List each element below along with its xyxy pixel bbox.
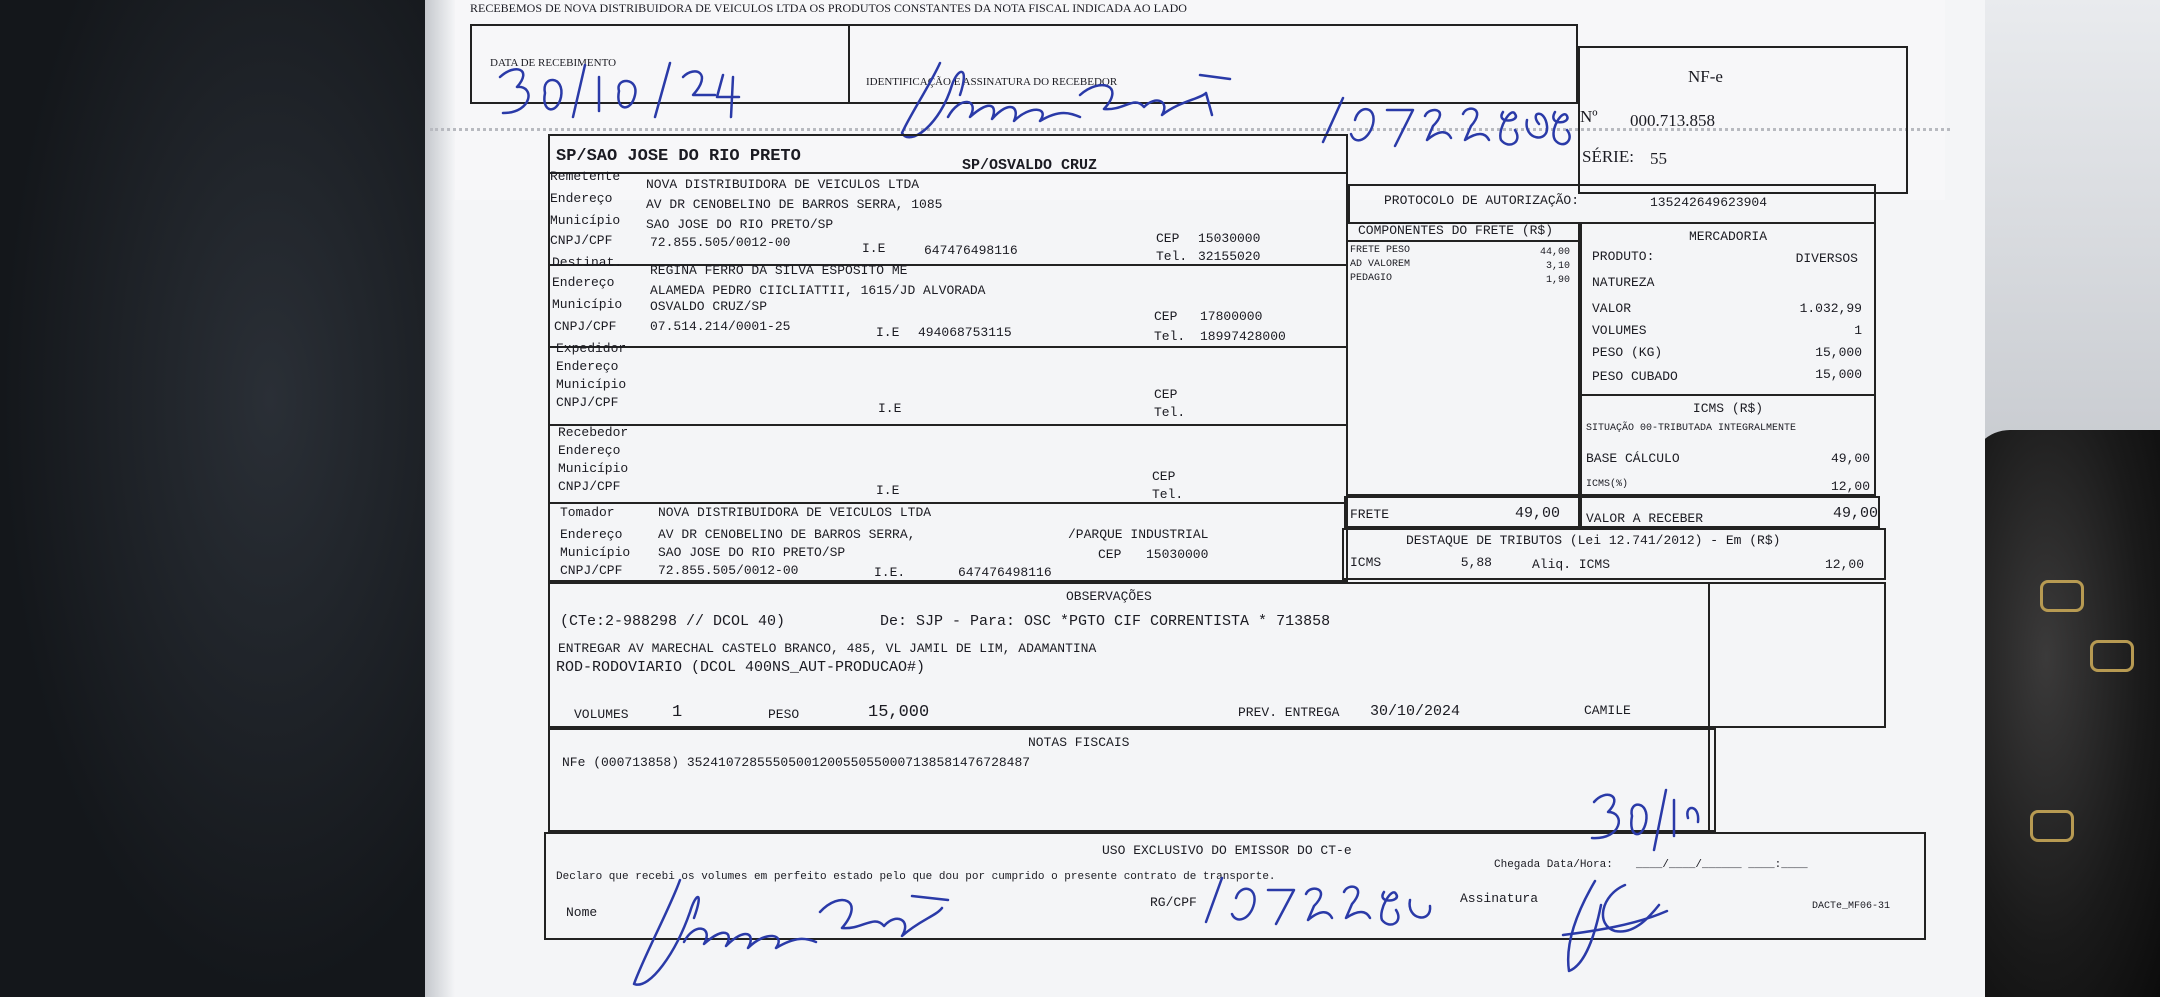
form-code: DACTe_MF06-31	[1812, 901, 1891, 912]
obs-volumes-value: 1	[672, 703, 683, 722]
tributos-icms-value: 5,88	[1460, 555, 1492, 570]
icms-base-value: 49,00	[1830, 451, 1870, 466]
expedidor-label: Expedidor	[556, 341, 627, 356]
valor-receber-value: 49,00	[1832, 505, 1878, 522]
notas-title: NOTAS FISCAIS	[1028, 735, 1130, 750]
handwritten-rg	[1200, 872, 1440, 932]
frete-item-value: 3,10	[1545, 261, 1570, 272]
nome-label: Nome	[566, 905, 598, 920]
expedidor-cnpj-label: CNPJ/CPF	[556, 395, 619, 410]
destinatario-nome: REGINA FERRO DA SILVA ESPOSITO ME	[650, 263, 908, 278]
expedidor-mun-label: Município	[556, 377, 627, 392]
destinatario-mun-label: Município	[552, 297, 623, 312]
frete-item-label: AD VALOREM	[1350, 259, 1411, 270]
produto-value: DIVERSOS	[1795, 251, 1858, 266]
tomador-label: Tomador	[560, 505, 615, 520]
destinatario-municipio: OSVALDO CRUZ/SP	[650, 299, 768, 314]
frete-item-value: 44,00	[1539, 247, 1570, 258]
uso-title: USO EXCLUSIVO DO EMISSOR DO CT-e	[1102, 843, 1352, 858]
stub-header: RECEBEMOS DE NOVA DISTRIBUIDORA DE VEICULOS LTDA OS PRODUTOS CONSTANTES DA NOTA FISCAL INDICADA AO LADO	[470, 1, 1187, 15]
obs-rota: De: SJP - Para: OSC *PGTO CIF CORRENTISTA * 713858	[880, 613, 1331, 630]
data-recebimento-label: DATA DE RECEBIMENTO	[490, 57, 617, 69]
remetente-cep-label: CEP	[1156, 231, 1180, 246]
tomador-end-label: Endereço	[560, 527, 623, 542]
remetente-label: Remetente	[550, 169, 621, 184]
peso-cubado-label: PESO CUBADO	[1592, 369, 1678, 384]
destinatario-ie: 494068753115	[918, 325, 1012, 340]
icms-situacao: SITUAÇÃO 00-TRIBUTADA INTEGRALMENTE	[1586, 423, 1797, 434]
recebedor-cep-label: CEP	[1152, 469, 1176, 484]
icms-base-label: BASE CÁLCULO	[1586, 451, 1680, 466]
handwritten-name	[630, 872, 950, 992]
remetente-ie: 647476498116	[924, 243, 1018, 258]
remetente-municipio: SAO JOSE DO RIO PRETO/SP	[646, 217, 834, 232]
chegada-label: Chegada Data/Hora:	[1494, 859, 1613, 871]
obs-peso-value: 15,000	[868, 703, 930, 722]
obs-entregar: ENTREGAR AV MARECHAL CASTELO BRANCO, 485, VL JAMIL DE LIM, ADAMANTINA	[558, 641, 1097, 656]
bag	[1970, 430, 2160, 997]
recebedor-cnpj-label: CNPJ/CPF	[558, 479, 621, 494]
obs-prev-label: PREV. ENTREGA	[1238, 705, 1340, 720]
mercadoria-title: MERCADORIA	[1688, 229, 1767, 244]
tomador-ie-label: I.E.	[874, 565, 906, 580]
handwritten-delivery-date	[1588, 786, 1698, 860]
obs-prev-value: 30/10/2024	[1370, 703, 1461, 720]
identificacao-label: IDENTIFICAÇÃO E ASSINATURA DO RECEBEDOR	[866, 76, 1118, 88]
expedidor-ie-label: I.E	[878, 401, 902, 416]
obs-cte: (CTe:2-988298 // DCOL 40)	[560, 613, 786, 630]
natureza-label: NATUREZA	[1592, 275, 1655, 290]
obs-volumes-label: VOLUMES	[574, 707, 629, 722]
produto-label: PRODUTO:	[1592, 249, 1655, 264]
obs-peso-label: PESO	[768, 707, 800, 722]
destinatario-end-label: Endereço	[552, 275, 615, 290]
destinatario-cnpj-label: CNPJ/CPF	[554, 319, 617, 334]
notas-line: NFe (000713858) 35241072855505001200550550007138581476728487	[562, 755, 1031, 770]
tomador-municipio: SAO JOSE DO RIO PRETO/SP	[658, 545, 846, 560]
remetente-end-label: Endereço	[550, 191, 613, 206]
observacoes-title: OBSERVAÇÕES	[1066, 589, 1152, 604]
serie-label: SÉRIE:	[1582, 147, 1634, 166]
tomador-nome: NOVA DISTRIBUIDORA DE VEICULOS LTDA	[658, 505, 932, 520]
frete-item-value: 1,90	[1545, 275, 1570, 286]
rg-label: RG/CPF	[1150, 895, 1197, 910]
remetente-endereco: AV DR CENOBELINO DE BARROS SERRA, 1085	[646, 197, 943, 212]
destinatario-endereco: ALAMEDA PEDRO CIICLIATTII, 1615/JD ALVORADA	[650, 283, 986, 298]
remetente-nome: NOVA DISTRIBUIDORA DE VEICULOS LTDA	[646, 177, 920, 192]
tomador-endereco: AV DR CENOBELINO DE BARROS SERRA,	[658, 527, 916, 542]
chegada-blanks: ____/____/______ ____:____	[1636, 859, 1808, 871]
remetente-mun-label: Município	[550, 213, 621, 228]
paper-edge	[425, 0, 455, 997]
notas-box	[548, 728, 1716, 832]
bag-clasp	[2090, 640, 2134, 672]
route-destination: SP/OSVALDO CRUZ	[962, 157, 1098, 174]
destinatario-label: Destinat.	[552, 255, 623, 270]
bag-clasp	[2030, 810, 2074, 842]
tomador-mun-label: Município	[560, 545, 631, 560]
frete-total-value: 49,00	[1514, 505, 1560, 522]
tomador-cep: 15030000	[1146, 547, 1209, 562]
tributos-icms-label: ICMS	[1350, 555, 1382, 570]
handwritten-doc-stub	[1315, 90, 1575, 160]
remetente-tel-label: Tel.	[1156, 249, 1188, 264]
assinatura-label: Assinatura	[1460, 891, 1539, 906]
serie-value: 55	[1650, 149, 1667, 168]
expedidor-end-label: Endereço	[556, 359, 619, 374]
tributos-aliq-label: Aliq. ICMS	[1532, 557, 1611, 572]
icms-pct-label: ICMS(%)	[1586, 479, 1629, 490]
recebedor-mun-label: Município	[558, 461, 629, 476]
protocolo-value: 135242649623904	[1650, 195, 1768, 210]
remetente-cnpj-label: CNPJ/CPF	[550, 233, 613, 248]
recebedor-label: Recebedor	[558, 425, 629, 440]
bag-clasp	[2040, 580, 2084, 612]
nfe-number: 000.713.858	[1630, 111, 1715, 130]
protocolo-label: PROTOCOLO DE AUTORIZAÇÃO:	[1384, 193, 1580, 208]
recebedor-end-label: Endereço	[558, 443, 621, 458]
tomador-cnpj-label: CNPJ/CPF	[560, 563, 623, 578]
tomador-ie: 647476498116	[958, 565, 1052, 580]
frete-item-label: FRETE PESO	[1350, 245, 1411, 256]
destinatario-tel-label: Tel.	[1154, 329, 1186, 344]
tomador-cep-label: CEP	[1098, 547, 1122, 562]
remetente-cnpj: 72.855.505/0012-00	[650, 235, 791, 250]
handwritten-date	[495, 55, 755, 125]
uso-declaro: Declaro que recebi os volumes em perfeito estado pelo que dou por cumprido o presente contrato de transporte.	[556, 871, 1276, 883]
volumes-label: VOLUMES	[1592, 323, 1647, 338]
expedidor-tel-label: Tel.	[1154, 405, 1186, 420]
destinatario-tel: 18997428000	[1200, 329, 1286, 344]
tributos-title: DESTAQUE DE TRIBUTOS (Lei 12.741/2012) - Em (R$)	[1406, 533, 1781, 548]
frete-title: COMPONENTES DO FRETE (R$)	[1358, 223, 1554, 238]
valor-label: VALOR	[1592, 301, 1632, 316]
valor-value: 1.032,99	[1799, 301, 1862, 316]
peso-label: PESO (KG)	[1592, 345, 1663, 360]
remetente-ie-label: I.E	[862, 241, 886, 256]
destinatario-cnpj: 07.514.214/0001-25	[650, 319, 791, 334]
recebedor-ie-label: I.E	[876, 483, 900, 498]
destinatario-cep-label: CEP	[1154, 309, 1178, 324]
frete-item-label: PEDAGIO	[1350, 273, 1393, 284]
tomador-bairro: /PARQUE INDUSTRIAL	[1068, 527, 1209, 542]
remetente-tel: 32155020	[1198, 249, 1261, 264]
peso-cubado-value: 15,000	[1815, 367, 1862, 382]
remetente-cep: 15030000	[1198, 231, 1261, 246]
expedidor-cep-label: CEP	[1154, 387, 1178, 402]
recebedor-tel-label: Tel.	[1152, 487, 1184, 502]
obs-rodoviario: ROD-RODOVIARIO (DCOL 400NS_AUT-PRODUCAO#)	[556, 659, 926, 676]
route-origin: SP/SAO JOSE DO RIO PRETO	[556, 147, 801, 166]
destinatario-cep: 17800000	[1200, 309, 1263, 324]
peso-value: 15,000	[1815, 345, 1862, 360]
nfe-box	[1578, 46, 1908, 194]
tomador-cnpj: 72.855.505/0012-00	[658, 563, 799, 578]
background-left	[0, 0, 450, 997]
volumes-value: 1	[1854, 323, 1862, 338]
tributos-aliq-value: 12,00	[1824, 557, 1864, 572]
icms-pct-value: 12,00	[1830, 479, 1870, 494]
frete-total-label: FRETE	[1350, 507, 1390, 522]
nfe-title: NF-e	[1688, 67, 1723, 86]
nfe-num-label: Nº	[1580, 107, 1598, 126]
destinatario-ie-label: I.E	[876, 325, 900, 340]
icms-title: ICMS (R$)	[1692, 401, 1764, 416]
handwritten-signature-initials	[1555, 875, 1675, 980]
valor-receber-label: VALOR A RECEBER	[1586, 511, 1704, 526]
obs-vendedor: CAMILE	[1584, 703, 1631, 718]
